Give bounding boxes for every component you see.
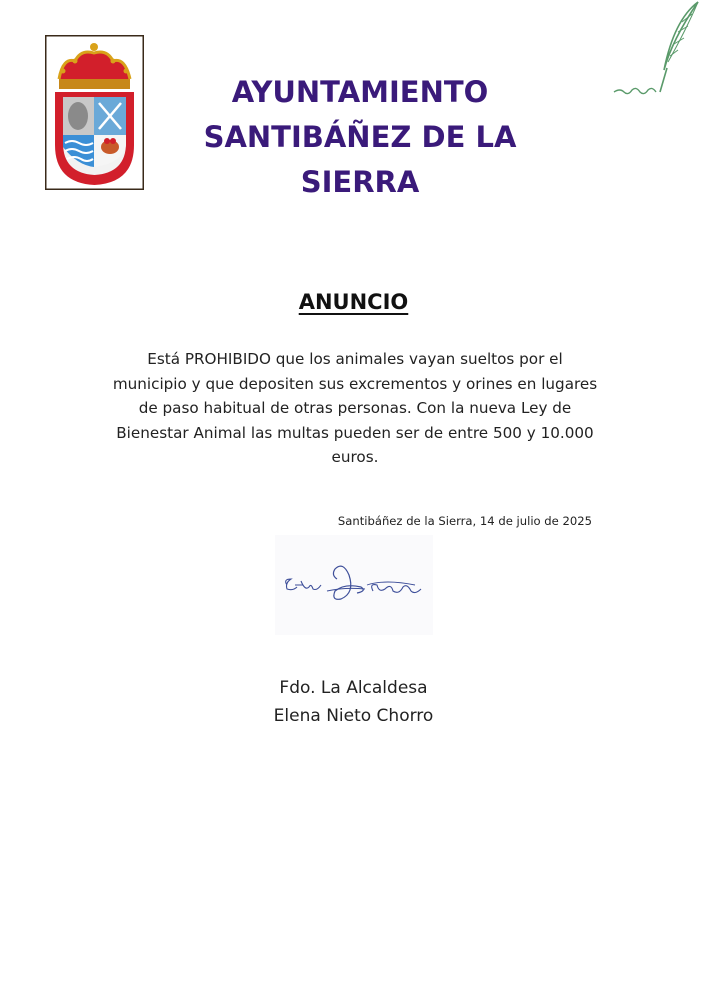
signer-name: Elena Nieto Chorro	[273, 706, 434, 726]
header-line-2: SANTIBÁÑEZ DE LA SIERRA	[203, 120, 517, 199]
quill-pen-icon	[612, 0, 702, 98]
announcement-body: Está PROHIBIDO que los animales vayan sueltos por el municipio y que depositen sus excrementos y orines en lugares de paso habitual de otras personas. Con la nueva Ley de Bienestar Animal las multas pueden ser de entre 500 y 10.000 euros.	[112, 350, 598, 466]
handwritten-signature	[275, 535, 433, 635]
signer-title: Fdo. La Alcaldesa	[279, 678, 428, 698]
header-line-1: AYUNTAMIENTO	[231, 75, 489, 109]
place-date: Santibáñez de la Sierra, 14 de julio de 2025	[337, 514, 592, 528]
municipality-header	[150, 70, 570, 205]
coat-of-arms-icon	[45, 35, 144, 190]
announcement-title: ANUNCIO	[298, 290, 409, 314]
signature-block	[0, 674, 707, 730]
